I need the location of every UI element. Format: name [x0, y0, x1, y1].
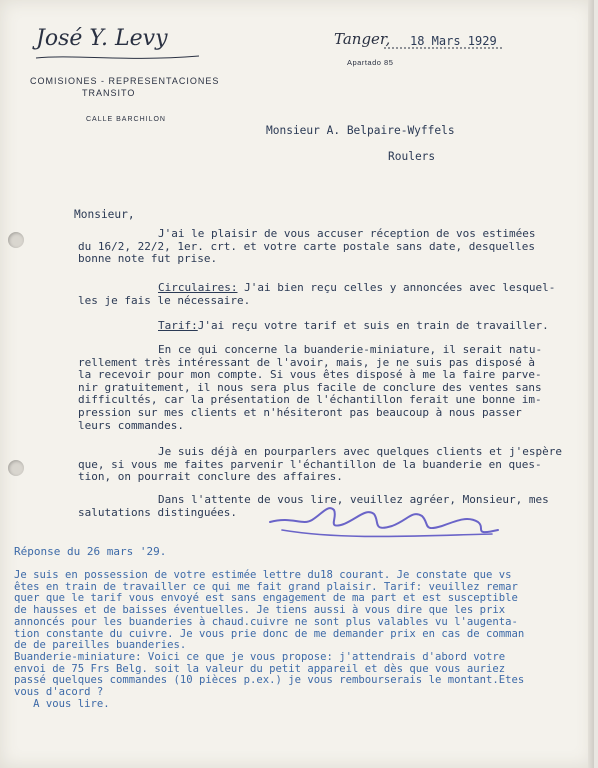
text-line: salutations distinguées. [78, 505, 237, 519]
text-line: nir gratuitement, il nous sera plus facile de conclure des ventes sans [78, 380, 542, 394]
reply-line: quer que le tarif vous envoyé est sans engagement de ma part et est susceptible [14, 592, 518, 605]
text-line: Dans l'attente de vous lire, veuillez agréer, Monsieur, mes [158, 493, 549, 506]
reply-line: vous d'acord ? [14, 686, 104, 699]
recipient-name: Monsieur A. Belpaire-Wyffels [266, 124, 455, 137]
reply-line: annoncés pour les buanderies à chaud.cuivre ne sont plus valables vu l'augenta- [14, 615, 518, 628]
letterhead-line-1: COMISIONES - REPRESENTACIONES [30, 76, 220, 86]
recipient-city: Roulers [388, 150, 436, 163]
reply-line: passé quelques commandes (10 pièces p.ex.) je vous rembourserais le montant.Etes [14, 674, 525, 687]
letterhead-flourish [34, 52, 204, 64]
date-dotted-line [384, 46, 504, 50]
reply-text [14, 570, 524, 710]
letterhead-line-2: TRANSITO [82, 88, 136, 98]
reply-line: envoi de 75 Frs Belg. soit la valeur du petit appareil et dès que vous auriez [14, 662, 506, 675]
paragraph-5 [78, 446, 562, 484]
tarif-label: Tarif: [158, 319, 198, 332]
letterhead-company-name: José Y. Levy [36, 26, 168, 51]
text-line: bonne note fut prise. [78, 252, 218, 266]
reply-heading: Réponse du 26 mars '29. [14, 545, 167, 558]
text-line: les je fais le nécessaire. [78, 293, 251, 307]
punch-hole-top [8, 232, 24, 248]
handwritten-signature [262, 496, 512, 542]
letter-date: 18 Mars 1929 [410, 34, 497, 48]
reply-line: Buanderie-miniature: Voici ce que je vous propose: j'attendrais d'abord votre [14, 650, 506, 663]
paragraph-3 [158, 320, 549, 333]
reply-line: A vous lire. [14, 697, 110, 710]
text-span: J'ai reçu votre tarif et suis en train de travailler. [197, 319, 549, 332]
text-line: En ce qui concerne la buanderie-miniature, il serait natu- [158, 343, 543, 356]
text-line: que, si vous me faites parvenir l'échantillon de la buanderie en ques- [78, 457, 542, 471]
place-city: Tanger, [334, 30, 391, 48]
text-line: rellement très intéressant de l'avoir, mais, je ne suis pas disposé à [78, 355, 535, 369]
page-edge [588, 0, 594, 768]
text-line: pression sur mes clients et n'hésiteront pas beaucoup à nous passer [78, 405, 522, 419]
reply-line: de hausses et de baisses éventuelles. Je tiens aussi à vous dire que les prix [14, 604, 506, 617]
paragraph-2 [78, 282, 555, 307]
text-line: difficultés, car la présentation de l'échantillon ferait une bonne im- [78, 393, 542, 407]
reply-line: tion constante du cuivre. Je vous prie donc de me demander prix en cas de comman [14, 627, 525, 640]
text-line: la recevoir pour mon compte. Si vous êtes disposé à me la faire parve- [78, 368, 542, 382]
letterhead-address: CALLE BARCHILON [86, 116, 166, 123]
salutation: Monsieur, [74, 208, 135, 221]
circulaires-label: Circulaires: [158, 281, 238, 294]
reply-line: Je suis en possession de votre estimée lettre du18 courant. Je constate que vs [14, 569, 512, 581]
text-span: J'ai bien reçu celles y annoncées avec lesquel- [237, 281, 556, 294]
text-line: leurs commandes. [78, 418, 184, 432]
paragraph-1 [78, 228, 536, 266]
punch-hole-bottom [8, 460, 24, 476]
reply-line: de de pareilles buanderies. [14, 639, 187, 652]
po-box: Apartado 85 [347, 58, 394, 67]
text-line: tion, on pourrait conclure des affaires. [78, 470, 343, 484]
text-line: Je suis déjà en pourparlers avec quelques clients et j'espère [158, 445, 562, 458]
text-line: J'ai le plaisir de vous accuser réception de vos estimées [158, 227, 536, 240]
reply-line: êtes en train de travailler ce qui me fait grand plaisir. Tarif: veuillez remar [14, 580, 518, 593]
text-line: du 16/2, 22/2, 1er. crt. et votre carte postale sans date, desquelles [78, 239, 535, 253]
paragraph-4 [78, 344, 542, 432]
